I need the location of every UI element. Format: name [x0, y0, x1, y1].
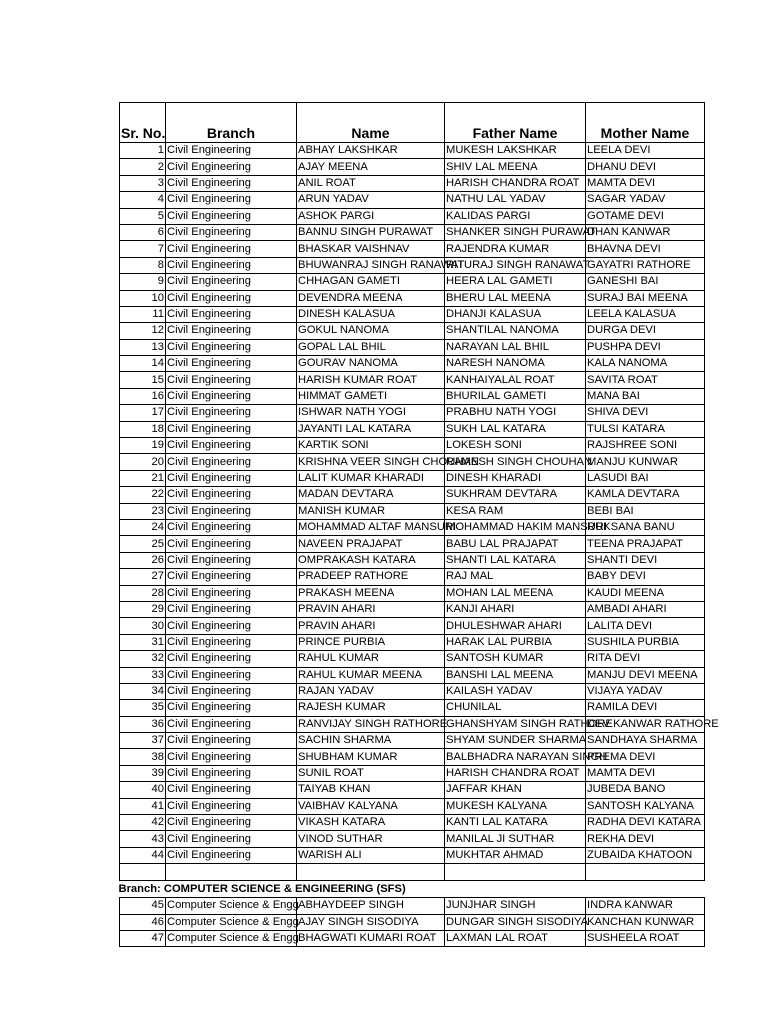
cell-mother-name: MANJU KUNWAR — [586, 454, 705, 470]
cell-name: HARISH KUMAR ROAT — [297, 372, 445, 388]
section-separator — [120, 864, 705, 898]
cell-branch: Civil Engineering — [166, 503, 297, 519]
cell-name: RANVIJAY SINGH RATHORE — [297, 716, 445, 732]
table-row — [120, 388, 705, 404]
cell-father-name: MANILAL JI SUTHAR — [445, 831, 586, 847]
table-row — [120, 898, 705, 914]
cell-branch: Civil Engineering — [166, 487, 297, 503]
cell-name: AJAY MEENA — [297, 159, 445, 175]
cell-sr-no: 21 — [120, 470, 166, 486]
cell-sr-no: 7 — [120, 241, 166, 257]
cell-father-name: SHIV LAL MEENA — [445, 159, 586, 175]
cell-sr-no: 14 — [120, 356, 166, 372]
cell-mother-name: KALA NANOMA — [586, 356, 705, 372]
cell-name: CHHAGAN GAMETI — [297, 274, 445, 290]
cell-sr-no: 23 — [120, 503, 166, 519]
cell-name: ANIL ROAT — [297, 175, 445, 191]
cell-mother-name: RAMILA DEVI — [586, 700, 705, 716]
branch-heading — [120, 881, 705, 898]
table-row — [120, 831, 705, 847]
cell-sr-no: 1 — [120, 143, 166, 159]
cell-sr-no: 47 — [120, 930, 166, 946]
table-row — [120, 274, 705, 290]
table-row — [120, 421, 705, 437]
cell-mother-name: RUKSANA BANU — [586, 519, 705, 535]
cell-father-name: SHANTI LAL KATARA — [445, 552, 586, 568]
cell-branch: Civil Engineering — [166, 815, 297, 831]
table-row — [120, 323, 705, 339]
cell-name: AJAY SINGH SISODIYA — [297, 914, 445, 930]
cell-name: KARTIK SONI — [297, 438, 445, 454]
cell-sr-no: 10 — [120, 290, 166, 306]
table-row — [120, 749, 705, 765]
cell-mother-name: KAMLA DEVTARA — [586, 487, 705, 503]
cell-mother-name: RADHA DEVI KATARA — [586, 815, 705, 831]
cell-branch: Civil Engineering — [166, 192, 297, 208]
cell-sr-no: 42 — [120, 815, 166, 831]
cell-name: BHAGWATI KUMARI ROAT — [297, 930, 445, 946]
cell-name: HIMMAT GAMETI — [297, 388, 445, 404]
cell-sr-no: 3 — [120, 175, 166, 191]
cell-father-name: RITURAJ SINGH RANAWAT — [445, 257, 586, 273]
table-row — [120, 798, 705, 814]
cell-sr-no: 32 — [120, 651, 166, 667]
cell-mother-name: KANCHAN KUNWAR — [586, 914, 705, 930]
cell-sr-no: 41 — [120, 798, 166, 814]
table-row — [120, 257, 705, 273]
cell-mother-name: PUSHPA DEVI — [586, 339, 705, 355]
cell-name: VAIBHAV KALYANA — [297, 798, 445, 814]
cell-sr-no: 16 — [120, 388, 166, 404]
cell-sr-no: 36 — [120, 716, 166, 732]
cell-branch: Computer Science & Engg — [166, 914, 297, 930]
cell-name: NAVEEN PRAJAPAT — [297, 536, 445, 552]
cell-sr-no: 27 — [120, 569, 166, 585]
cell-name: ASHOK PARGI — [297, 208, 445, 224]
cell-sr-no: 8 — [120, 257, 166, 273]
cell-branch: Civil Engineering — [166, 356, 297, 372]
cell-father-name: CHUNILAL — [445, 700, 586, 716]
cell-mother-name: LASUDI BAI — [586, 470, 705, 486]
cell-sr-no: 34 — [120, 683, 166, 699]
cell-sr-no: 24 — [120, 519, 166, 535]
cell-father-name: BANSHI LAL MEENA — [445, 667, 586, 683]
cell-sr-no: 30 — [120, 618, 166, 634]
cell-sr-no: 5 — [120, 208, 166, 224]
cell-sr-no: 46 — [120, 914, 166, 930]
cell-branch: Civil Engineering — [166, 306, 297, 322]
cell-father-name: DHULESHWAR AHARI — [445, 618, 586, 634]
table-row — [120, 224, 705, 240]
cell-mother-name: GAYATRI RATHORE — [586, 257, 705, 273]
cell-mother-name: BABY DEVI — [586, 569, 705, 585]
cell-father-name: SUKH LAL KATARA — [445, 421, 586, 437]
cell-branch: Civil Engineering — [166, 536, 297, 552]
cell-father-name: SANTOSH KUMAR — [445, 651, 586, 667]
cell-sr-no: 40 — [120, 782, 166, 798]
cell-name: BHASKAR VAISHNAV — [297, 241, 445, 257]
cell-name: PRINCE PURBIA — [297, 634, 445, 650]
cell-branch: Civil Engineering — [166, 585, 297, 601]
cell-name: MOHAMMAD ALTAF MANSURI — [297, 519, 445, 535]
cell-sr-no: 37 — [120, 733, 166, 749]
table-row — [120, 914, 705, 930]
table-row — [120, 519, 705, 535]
cell-name: GOKUL NANOMA — [297, 323, 445, 339]
cell-branch: Civil Engineering — [166, 569, 297, 585]
table-row — [120, 208, 705, 224]
cell-sr-no: 12 — [120, 323, 166, 339]
cell-name: JAYANTI LAL KATARA — [297, 421, 445, 437]
cell-sr-no: 17 — [120, 405, 166, 421]
cell-branch: Civil Engineering — [166, 421, 297, 437]
table-row — [120, 601, 705, 617]
cell-father-name: DINESH KHARADI — [445, 470, 586, 486]
cell-mother-name: SURAJ BAI MEENA — [586, 290, 705, 306]
cell-branch: Civil Engineering — [166, 257, 297, 273]
cell-father-name: SUKHRAM DEVTARA — [445, 487, 586, 503]
cell-branch: Civil Engineering — [166, 224, 297, 240]
header-mother-name: Mother Name — [586, 103, 705, 143]
cell-father-name: HARISH CHANDRA ROAT — [445, 175, 586, 191]
branch-heading-row — [120, 881, 705, 898]
cell-mother-name: VIJAYA YADAV — [586, 683, 705, 699]
table-row — [120, 716, 705, 732]
cell-name: ISHWAR NATH YOGI — [297, 405, 445, 421]
cell-branch: Civil Engineering — [166, 323, 297, 339]
header-father-name: Father Name — [445, 103, 586, 143]
table-row — [120, 306, 705, 322]
cell-father-name: BALBHADRA NARAYAN SINGH — [445, 749, 586, 765]
table-row — [120, 241, 705, 257]
cell-mother-name: KAUDI MEENA — [586, 585, 705, 601]
table-row — [120, 815, 705, 831]
cell-branch: Computer Science & Engg — [166, 898, 297, 914]
cell-branch: Civil Engineering — [166, 847, 297, 863]
cell-name: RAJESH KUMAR — [297, 700, 445, 716]
cell-mother-name: GOTAME DEVI — [586, 208, 705, 224]
cell-branch: Civil Engineering — [166, 519, 297, 535]
student-table — [118, 102, 719, 947]
cell-name: PRAVIN AHARI — [297, 601, 445, 617]
cell-sr-no: 18 — [120, 421, 166, 437]
table-row — [120, 503, 705, 519]
table-row — [120, 405, 705, 421]
cell-name: RAHUL KUMAR MEENA — [297, 667, 445, 683]
cell-father-name: KALIDAS PARGI — [445, 208, 586, 224]
cell-father-name: RAJ MAL — [445, 569, 586, 585]
cell-branch: Civil Engineering — [166, 831, 297, 847]
cell-mother-name: MANA BAI — [586, 388, 705, 404]
cell-branch: Civil Engineering — [166, 405, 297, 421]
cell-name: GOPAL LAL BHIL — [297, 339, 445, 355]
civil-engineering-rows — [120, 143, 719, 864]
table-row — [120, 569, 705, 585]
cell-mother-name: PREMA DEVI — [586, 749, 705, 765]
cell-father-name: NATHU LAL YADAV — [445, 192, 586, 208]
cell-sr-no: 45 — [120, 898, 166, 914]
cell-father-name: JUNJHAR SINGH — [445, 898, 586, 914]
cell-mother-name: MAMTA DEVI — [586, 765, 705, 781]
cell-father-name: NARESH NANOMA — [445, 356, 586, 372]
cell-mother-name: LEELA DEVI — [586, 143, 705, 159]
cell-name: ABHAYDEEP SINGH — [297, 898, 445, 914]
cell-sr-no: 6 — [120, 224, 166, 240]
cell-father-name: HARAK LAL PURBIA — [445, 634, 586, 650]
cell-branch: Civil Engineering — [166, 716, 297, 732]
cell-father-name: RAMESH SINGH CHOUHAN — [445, 454, 586, 470]
table-row — [120, 683, 705, 699]
cell-name: TAIYAB KHAN — [297, 782, 445, 798]
cell-sr-no: 26 — [120, 552, 166, 568]
cell-branch: Civil Engineering — [166, 438, 297, 454]
cell-mother-name: MAMTA DEVI — [586, 175, 705, 191]
cell-branch: Civil Engineering — [166, 388, 297, 404]
cell-mother-name: REKHA DEVI — [586, 831, 705, 847]
cell-mother-name: SANTOSH KALYANA — [586, 798, 705, 814]
cell-name: BHUWANRAJ SINGH RANAWAT — [297, 257, 445, 273]
cell-branch: Civil Engineering — [166, 470, 297, 486]
cell-name: SACHIN SHARMA — [297, 733, 445, 749]
cell-mother-name: SAGAR YADAV — [586, 192, 705, 208]
table-row — [120, 438, 705, 454]
cell-branch: Civil Engineering — [166, 667, 297, 683]
cell-sr-no: 11 — [120, 306, 166, 322]
cell-mother-name: LALITA DEVI — [586, 618, 705, 634]
cell-father-name: SHANKER SINGH PURAWAT — [445, 224, 586, 240]
cell-name: SHUBHAM KUMAR — [297, 749, 445, 765]
cell-father-name: KESA RAM — [445, 503, 586, 519]
cell-father-name: HEERA LAL GAMETI — [445, 274, 586, 290]
cell-mother-name: DHAN KANWAR — [586, 224, 705, 240]
header-row — [120, 103, 705, 143]
cell-branch: Civil Engineering — [166, 552, 297, 568]
cell-father-name: BHERU LAL MEENA — [445, 290, 586, 306]
table-row — [120, 651, 705, 667]
cell-father-name: BABU LAL PRAJAPAT — [445, 536, 586, 552]
header-sr-no: Sr. No. — [120, 103, 166, 143]
cell-mother-name: SUSHEELA ROAT — [586, 930, 705, 946]
cell-father-name: KAILASH YADAV — [445, 683, 586, 699]
cell-sr-no: 4 — [120, 192, 166, 208]
cell-sr-no: 44 — [120, 847, 166, 863]
cell-name: DEVENDRA MEENA — [297, 290, 445, 306]
cell-branch: Civil Engineering — [166, 339, 297, 355]
cell-father-name: DUNGAR SINGH SISODIYA — [445, 914, 586, 930]
cell-branch: Civil Engineering — [166, 143, 297, 159]
cell-branch: Civil Engineering — [166, 634, 297, 650]
table-row — [120, 372, 705, 388]
cell-mother-name: RITA DEVI — [586, 651, 705, 667]
cell-mother-name: TEENA PRAJAPAT — [586, 536, 705, 552]
cell-branch: Civil Engineering — [166, 241, 297, 257]
table-row — [120, 143, 705, 159]
cell-branch: Civil Engineering — [166, 454, 297, 470]
table-row — [120, 487, 705, 503]
cell-mother-name: BHAVNA DEVI — [586, 241, 705, 257]
cell-mother-name: BEBI BAI — [586, 503, 705, 519]
cell-sr-no: 13 — [120, 339, 166, 355]
cell-branch: Civil Engineering — [166, 175, 297, 191]
table-row — [120, 733, 705, 749]
cell-branch: Civil Engineering — [166, 208, 297, 224]
cell-sr-no: 38 — [120, 749, 166, 765]
cell-branch: Civil Engineering — [166, 765, 297, 781]
cell-name: ABHAY LAKSHKAR — [297, 143, 445, 159]
cell-sr-no: 25 — [120, 536, 166, 552]
cell-mother-name: ZUBAIDA KHATOON — [586, 847, 705, 863]
cell-name: PRADEEP RATHORE — [297, 569, 445, 585]
cell-branch: Civil Engineering — [166, 372, 297, 388]
table-row — [120, 847, 705, 863]
cell-branch: Civil Engineering — [166, 601, 297, 617]
cell-branch: Civil Engineering — [166, 290, 297, 306]
cell-name: RAHUL KUMAR — [297, 651, 445, 667]
cell-mother-name: DEV KANWAR RATHORE — [586, 716, 705, 732]
cell-sr-no: 15 — [120, 372, 166, 388]
blank-row — [120, 864, 705, 881]
cell-father-name: MOHAN LAL MEENA — [445, 585, 586, 601]
table-row — [120, 356, 705, 372]
cell-father-name: JAFFAR KHAN — [445, 782, 586, 798]
cell-name: RAJAN YADAV — [297, 683, 445, 699]
cell-name: WARISH ALI — [297, 847, 445, 863]
cell-sr-no: 28 — [120, 585, 166, 601]
cell-mother-name: TULSI KATARA — [586, 421, 705, 437]
cell-father-name: SHYAM SUNDER SHARMA — [445, 733, 586, 749]
table-row — [120, 618, 705, 634]
cell-name: GOURAV NANOMA — [297, 356, 445, 372]
cell-father-name: KANJI AHARI — [445, 601, 586, 617]
table-row — [120, 667, 705, 683]
cell-name: VINOD SUTHAR — [297, 831, 445, 847]
cell-father-name: BHURILAL GAMETI — [445, 388, 586, 404]
table-row — [120, 290, 705, 306]
cell-sr-no: 20 — [120, 454, 166, 470]
cell-name: VIKASH KATARA — [297, 815, 445, 831]
table-row — [120, 552, 705, 568]
cell-sr-no: 22 — [120, 487, 166, 503]
cell-name: MADAN DEVTARA — [297, 487, 445, 503]
cell-sr-no: 31 — [120, 634, 166, 650]
cell-name: OMPRAKASH KATARA — [297, 552, 445, 568]
table-row — [120, 782, 705, 798]
cell-name: KRISHNA VEER SINGH CHOUHAN — [297, 454, 445, 470]
cell-name: PRAKASH MEENA — [297, 585, 445, 601]
cell-branch: Civil Engineering — [166, 700, 297, 716]
cell-sr-no: 33 — [120, 667, 166, 683]
cell-sr-no: 29 — [120, 601, 166, 617]
cell-branch: Civil Engineering — [166, 618, 297, 634]
cell-mother-name: MANJU DEVI MEENA — [586, 667, 705, 683]
branch-heading-text: Branch: COMPUTER SCIENCE & ENGINEERING (SFS) — [118, 882, 406, 895]
cell-mother-name: SAVITA ROAT — [586, 372, 705, 388]
cell-mother-name: DHANU DEVI — [586, 159, 705, 175]
cell-father-name: RAJENDRA KUMAR — [445, 241, 586, 257]
table-row — [120, 585, 705, 601]
cell-father-name: DHANJI KALASUA — [445, 306, 586, 322]
cell-mother-name: SUSHILA PURBIA — [586, 634, 705, 650]
cell-father-name: MOHAMMAD HAKIM MANSURI — [445, 519, 586, 535]
cell-mother-name: RAJSHREE SONI — [586, 438, 705, 454]
cell-mother-name: JUBEDA BANO — [586, 782, 705, 798]
cell-father-name: LAXMAN LAL ROAT — [445, 930, 586, 946]
computer-science-rows — [120, 898, 705, 947]
cell-mother-name: LEELA KALASUA — [586, 306, 705, 322]
table-row — [120, 765, 705, 781]
cell-name: MANISH KUMAR — [297, 503, 445, 519]
cell-branch: Civil Engineering — [166, 159, 297, 175]
cell-branch: Civil Engineering — [166, 274, 297, 290]
cell-name: LALIT KUMAR KHARADI — [297, 470, 445, 486]
cell-branch: Civil Engineering — [166, 798, 297, 814]
table-row — [120, 470, 705, 486]
cell-branch: Civil Engineering — [166, 651, 297, 667]
header-name: Name — [297, 103, 445, 143]
cell-father-name: MUKESH KALYANA — [445, 798, 586, 814]
cell-father-name: GHANSHYAM SINGH RATHORE — [445, 716, 586, 732]
cell-father-name: KANTI LAL KATARA — [445, 815, 586, 831]
cell-sr-no: 39 — [120, 765, 166, 781]
table-row — [120, 634, 705, 650]
cell-father-name: HARISH CHANDRA ROAT — [445, 765, 586, 781]
table-row — [120, 930, 705, 946]
cell-name: ARUN YADAV — [297, 192, 445, 208]
cell-father-name: SHANTILAL NANOMA — [445, 323, 586, 339]
cell-mother-name: AMBADI AHARI — [586, 601, 705, 617]
table-row — [120, 159, 705, 175]
cell-sr-no: 35 — [120, 700, 166, 716]
table-row — [120, 700, 705, 716]
cell-mother-name: SHANTI DEVI — [586, 552, 705, 568]
cell-branch: Civil Engineering — [166, 683, 297, 699]
cell-branch: Civil Engineering — [166, 733, 297, 749]
cell-name: DINESH KALASUA — [297, 306, 445, 322]
cell-branch: Civil Engineering — [166, 782, 297, 798]
table-row — [120, 454, 705, 470]
cell-mother-name: SHIVA DEVI — [586, 405, 705, 421]
cell-father-name: MUKESH LAKSHKAR — [445, 143, 586, 159]
cell-sr-no: 19 — [120, 438, 166, 454]
cell-father-name: LOKESH SONI — [445, 438, 586, 454]
cell-father-name: PRABHU NATH YOGI — [445, 405, 586, 421]
cell-father-name: NARAYAN LAL BHIL — [445, 339, 586, 355]
cell-name: PRAVIN AHARI — [297, 618, 445, 634]
cell-mother-name: DURGA DEVI — [586, 323, 705, 339]
cell-name: SUNIL ROAT — [297, 765, 445, 781]
student-list-sheet — [118, 102, 719, 947]
cell-mother-name: INDRA KANWAR — [586, 898, 705, 914]
cell-name: BANNU SINGH PURAWAT — [297, 224, 445, 240]
cell-mother-name: GANESHI BAI — [586, 274, 705, 290]
cell-sr-no: 9 — [120, 274, 166, 290]
cell-sr-no: 2 — [120, 159, 166, 175]
cell-branch: Computer Science & Engg — [166, 930, 297, 946]
table-row — [120, 339, 705, 355]
header-branch: Branch — [166, 103, 297, 143]
cell-sr-no: 43 — [120, 831, 166, 847]
cell-father-name: MUKHTAR AHMAD — [445, 847, 586, 863]
cell-mother-name: SANDHAYA SHARMA — [586, 733, 705, 749]
table-row — [120, 536, 705, 552]
cell-branch: Civil Engineering — [166, 749, 297, 765]
cell-father-name: KANHAIYALAL ROAT — [445, 372, 586, 388]
table-row — [120, 192, 705, 208]
table-row — [120, 175, 705, 191]
